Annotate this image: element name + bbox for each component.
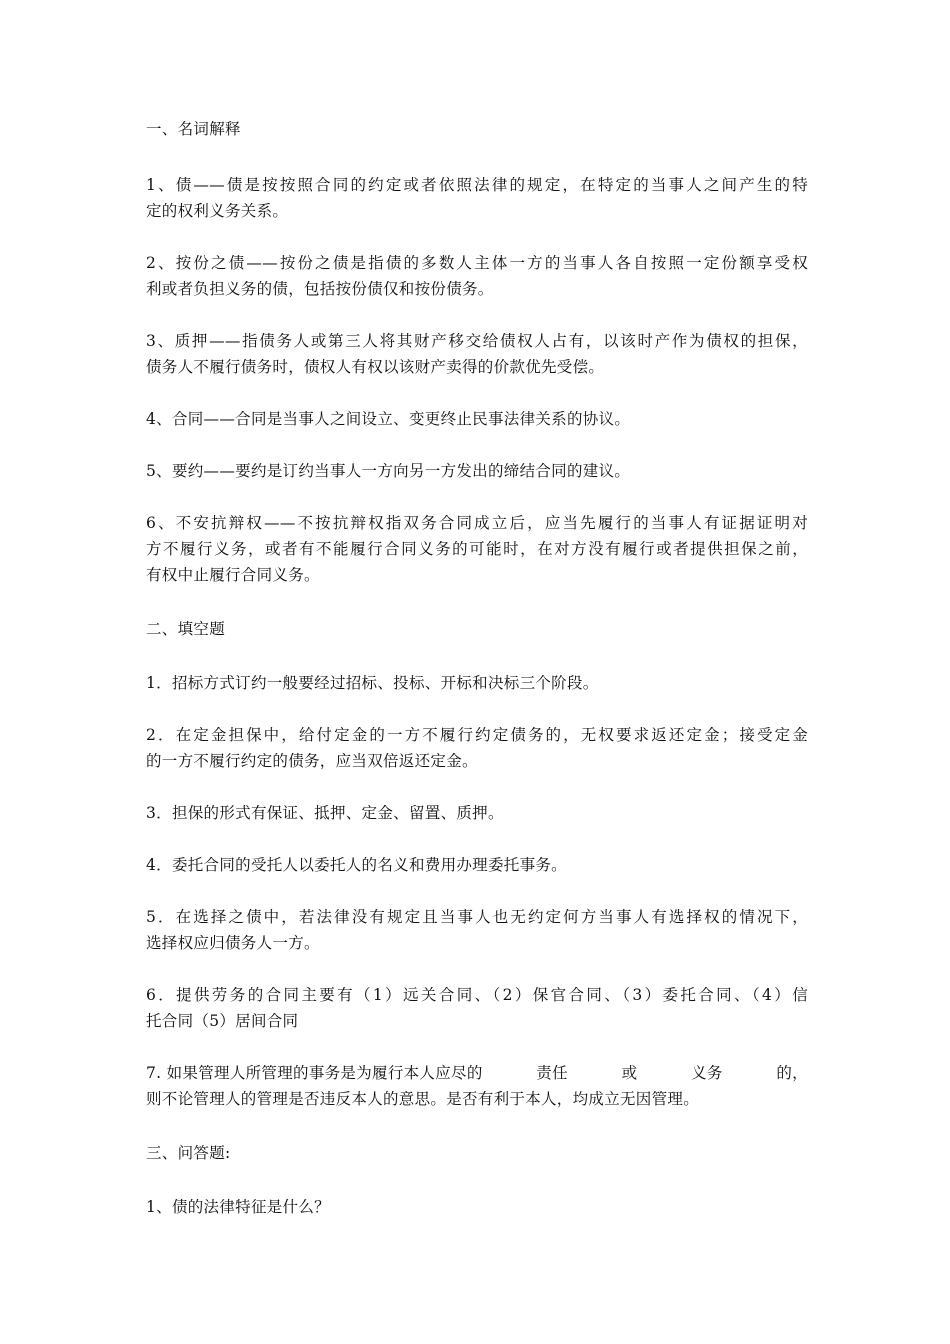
fill-blank-6-line-1: 6．提供劳务的合同主要有（1）远关合同、（2）保官合同、（3）委托合同、（4）信 xyxy=(146,986,808,1004)
fill-blank-7-line-2: 则不论管理人的管理是否违反本人的意思。是否有利于本人，均成立无因管理。 xyxy=(146,1090,700,1108)
definition-6-line-3: 有权中止履行合同义务。 xyxy=(146,566,320,584)
definition-1-line-1: 1、债——债是按按照合同的约定或者依照法律的规定，在特定的当事人之间产生的特 xyxy=(146,176,808,194)
fill-blank-4: 4．委托合同的受托人以委托人的名义和费用办理委托事务。 xyxy=(146,856,567,874)
fill-blank-7-text-a: 7. 如果管理人所管理的事务是为履行本人应尽的 xyxy=(146,1064,483,1082)
fill-blank-2-line-2: 的一方不履行约定的债务，应当双倍返还定金。 xyxy=(146,752,478,770)
definition-5: 5、要约——要约是订约当事人一方向另一方发出的缔结合同的建议。 xyxy=(146,462,631,480)
fill-blank-7-text-b: 的， xyxy=(776,1064,808,1082)
fill-blank-5-line-2: 选择权应归债务人一方。 xyxy=(146,934,320,952)
definition-3-line-2: 债务人不履行债务时，债权人有权以该财产卖得的价款优先受偿。 xyxy=(146,358,605,376)
fill-blank-7-answer-1: 责任 xyxy=(536,1064,568,1082)
section-title-questions: 三、问答题: xyxy=(146,1144,231,1162)
fill-blank-3: 3．担保的形式有保证、抵押、定金、留置、质押。 xyxy=(146,804,504,822)
definition-3-line-1: 3、质押——指债务人或第三人将其财产移交给债权人占有，以该时产作为债权的担保， xyxy=(146,332,808,350)
fill-blank-2-line-1: 2．在定金担保中，给付定金的一方不履行约定债务的，无权要求返还定金；接受定金 xyxy=(146,726,808,744)
fill-blank-7-answer-2: 义务 xyxy=(691,1064,723,1082)
fill-blank-1: 1．招标方式订约一般要经过招标、投标、开标和决标三个阶段。 xyxy=(146,674,599,692)
definition-6-line-2: 方不履行义务，或者有不能履行合同义务的可能时，在对方没有履行或者提供担保之前， xyxy=(146,540,808,558)
definition-4: 4、合同——合同是当事人之间设立、变更终止民事法律关系的协议。 xyxy=(146,410,631,428)
question-1: 1、债的法律特征是什么？ xyxy=(146,1198,330,1216)
fill-blank-7-line-1 xyxy=(146,1060,808,1086)
fill-blank-5-line-1: 5．在选择之债中，若法律没有规定且当事人也无约定何方当事人有选择权的情况下， xyxy=(146,908,808,926)
section-title-fill-blanks: 二、填空题 xyxy=(146,620,226,638)
definition-2-line-2: 利或者负担义务的债，包括按份债仅和按份债务。 xyxy=(146,280,494,298)
fill-blank-7-connector: 或 xyxy=(621,1064,638,1082)
definition-6-line-1: 6、不安抗辩权——不按抗辩权指双务合同成立后，应当先履行的当事人有证据证明对 xyxy=(146,514,808,532)
fill-blank-6-line-2: 托合同（5）居间合同 xyxy=(146,1012,299,1030)
definition-1-line-2: 定的权利义务关系。 xyxy=(146,202,289,220)
definition-2-line-1: 2、按份之债——按份之债是指债的多数人主体一方的当事人各自按照一定份额享受权 xyxy=(146,254,808,272)
section-title-terms: 一、名词解释 xyxy=(146,120,241,138)
